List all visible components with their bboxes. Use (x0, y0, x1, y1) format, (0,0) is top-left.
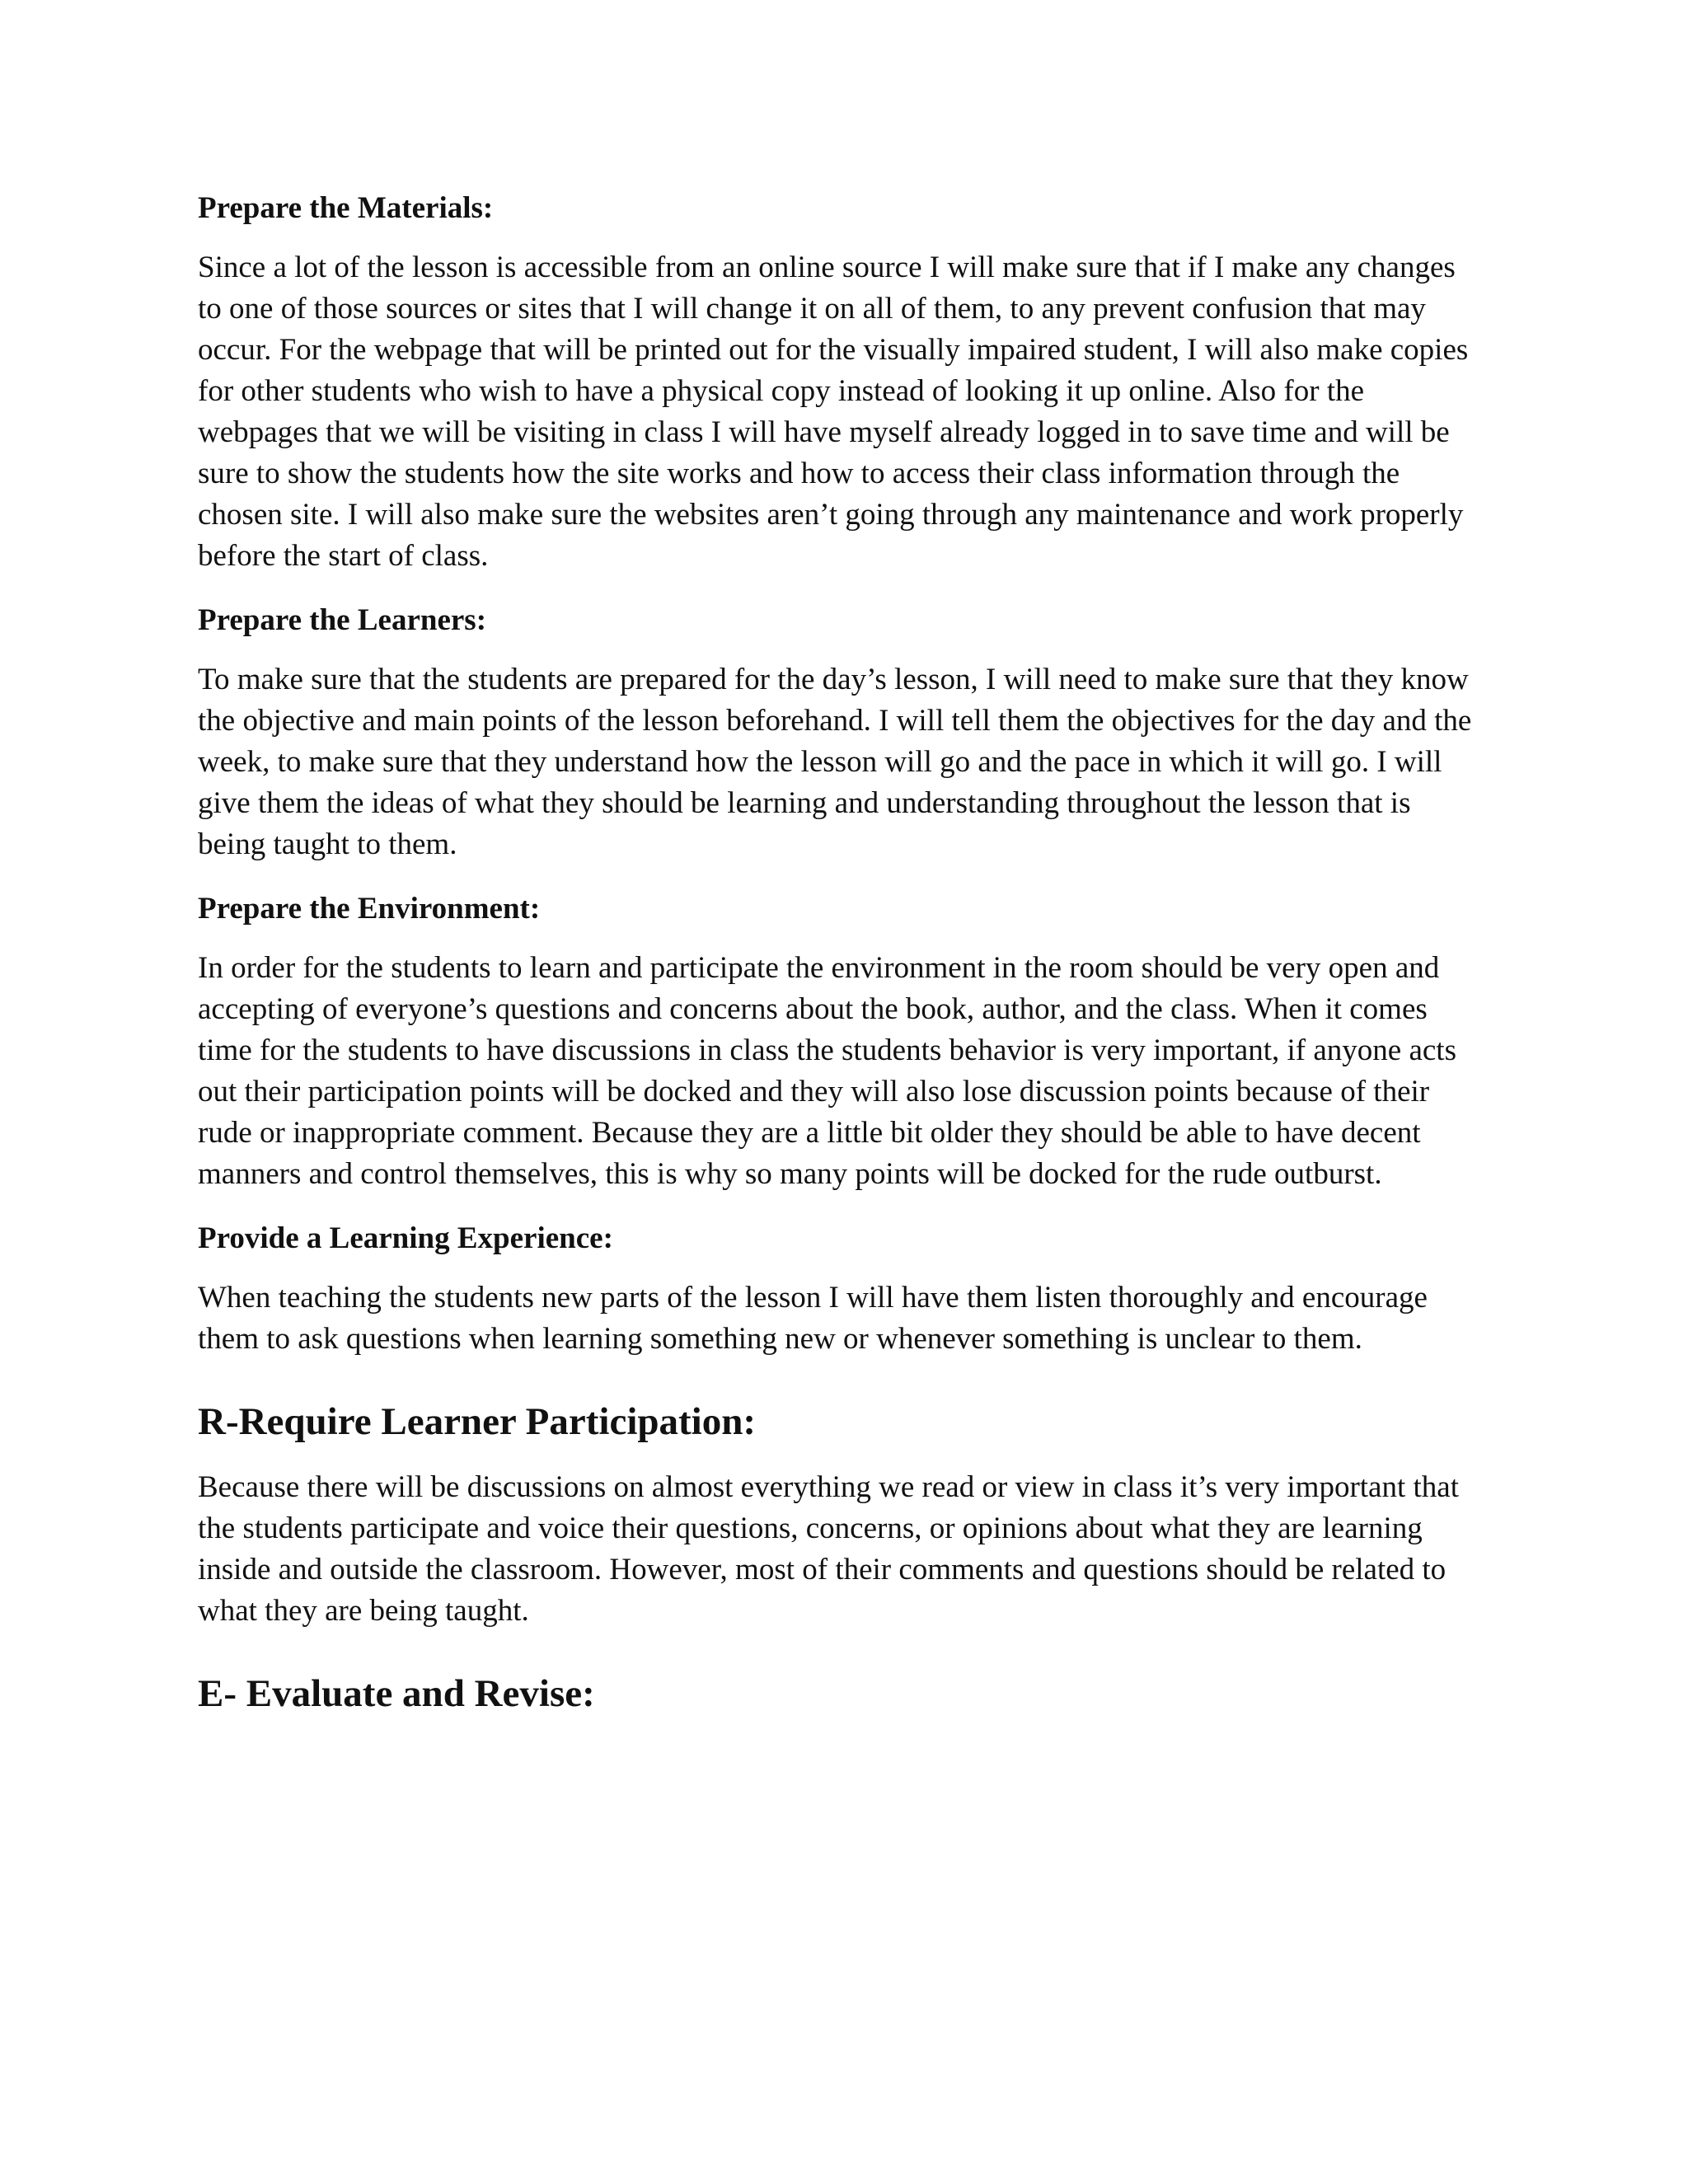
section-heading: Prepare the Learners: (198, 603, 487, 637)
section-paragraph: Since a lot of the lesson is accessible from an online source I will make sure that if I make any changes to one of those sources or sites that I will change it on all of them, to any prevent confusion that may occur. For the webpage that will be printed out for the visually impaired student, I will also make copies for other students who wish to have a physical copy instead of looking it up online. Also for the webpages that we will be visiting in class I will have myself already logged in to save time and will be sure to show the students how the site works and how to access their class information through the chosen site. I will also make sure the websites aren’t going through any maintenance and work properly before the start of class. (198, 251, 1469, 573)
section-paragraph: When teaching the students new parts of the lesson I will have them listen thoroughly and encourage them to ask questions when learning something new or whenever something is unclear to them. (198, 1281, 1428, 1356)
section-paragraph: Because there will be discussions on almost everything we read or view in class it’s very important that the students participate and voice their questions, concerns, or opinions about what they are learning inside and outside the classroom. However, most of their comments and questions should be related to what they are being taught. (198, 1470, 1459, 1628)
section-paragraph: To make sure that the students are prepared for the day’s lesson, I will need to make sure that they know the objective and main points of the lesson beforehand. I will tell them the objectives for the day and the week, to make sure that they understand how the lesson will go and the pace in which it will go. I will give them the ideas of what they should be learning and understanding throughout the lesson that is being taught to them. (198, 663, 1472, 861)
section-provide-learning-experience (198, 1220, 1484, 1360)
section-heading: Prepare the Environment: (198, 892, 541, 926)
section-evaluate-revise (198, 1670, 1484, 1718)
section-paragraph: In order for the students to learn and participate the environment in the room should be very open and accepting of everyone’s questions and concerns about the book, author, and the class. When it comes time for the students to have discussions in class the students behavior is very important, if anyone acts out their participation points will be docked and they will also lose discussion points because of their rude or inappropriate comment. Because they are a little bit older they should be able to have decent manners and control themselves, this is why so many points will be docked for the rude outburst. (198, 951, 1456, 1191)
section-prepare-materials (198, 190, 1484, 577)
major-heading: E- Evaluate and Revise: (198, 1672, 595, 1715)
document-content (198, 190, 1484, 1739)
section-heading: Prepare the Materials: (198, 191, 494, 225)
section-prepare-environment (198, 890, 1484, 1195)
section-heading: Provide a Learning Experience: (198, 1221, 613, 1255)
section-require-participation (198, 1398, 1484, 1632)
major-heading: R-Require Learner Participation: (198, 1400, 757, 1443)
section-prepare-learners (198, 602, 1484, 865)
